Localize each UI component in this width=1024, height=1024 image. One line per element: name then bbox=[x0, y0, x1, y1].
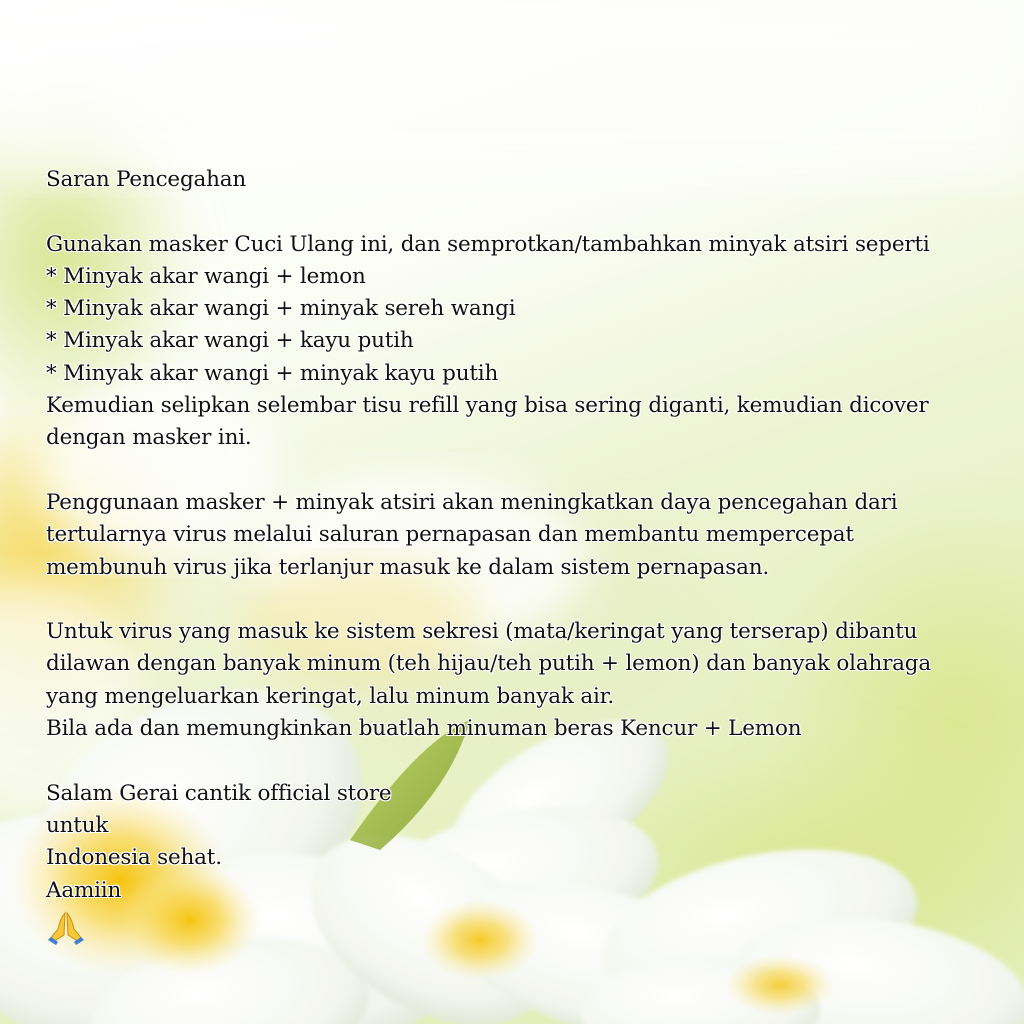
list-item: * Minyak akar wangi + lemon bbox=[46, 263, 366, 289]
spacer bbox=[46, 196, 1006, 228]
paragraph-line: Bila ada dan memungkinkan buatlah minuman beras Kencur + Lemon bbox=[46, 716, 802, 742]
closing-line: Aamiin bbox=[46, 877, 122, 903]
spacer bbox=[46, 455, 1006, 487]
closing-line: untuk bbox=[46, 812, 109, 838]
closing-line: Salam Gerai cantik official store bbox=[46, 780, 392, 806]
spacer bbox=[46, 745, 1006, 777]
message-text bbox=[46, 164, 1006, 949]
intro-line: Gunakan masker Cuci Ulang ini, dan semprotkan/tambahkan minyak atsiri seperti bbox=[46, 231, 930, 257]
list-item: * Minyak akar wangi + minyak kayu putih bbox=[46, 360, 499, 386]
paragraph-line: Untuk virus yang masuk ke sistem sekresi (mata/keringat yang terserap) dibantu bbox=[46, 619, 918, 645]
paragraph-line: dilawan dengan banyak minum (teh hijau/teh putih + lemon) dan banyak olahraga bbox=[46, 651, 931, 677]
paragraph-line: yang mengeluarkan keringat, lalu minum banyak air. bbox=[46, 683, 614, 709]
instruction-line: dengan masker ini. bbox=[46, 425, 252, 451]
closing-line: Indonesia sehat. bbox=[46, 845, 222, 871]
spacer bbox=[46, 584, 1006, 616]
list-item: * Minyak akar wangi + minyak sereh wangi bbox=[46, 296, 516, 322]
paragraph-line: tertularnya virus melalui saluran pernapasan dan membantu mempercepat bbox=[46, 522, 854, 548]
paragraph-line: Penggunaan masker + minyak atsiri akan meningkatkan daya pencegahan dari bbox=[46, 489, 898, 515]
paragraph-line: membunuh virus jika terlanjur masuk ke dalam sistem pernapasan. bbox=[46, 554, 770, 580]
title: Saran Pencegahan bbox=[46, 167, 247, 192]
instruction-line: Kemudian selipkan selembar tisu refill yang bisa sering diganti, kemudian dicover bbox=[46, 393, 929, 419]
list-item: * Minyak akar wangi + kayu putih bbox=[46, 328, 414, 354]
folded-hands-icon bbox=[46, 909, 86, 949]
